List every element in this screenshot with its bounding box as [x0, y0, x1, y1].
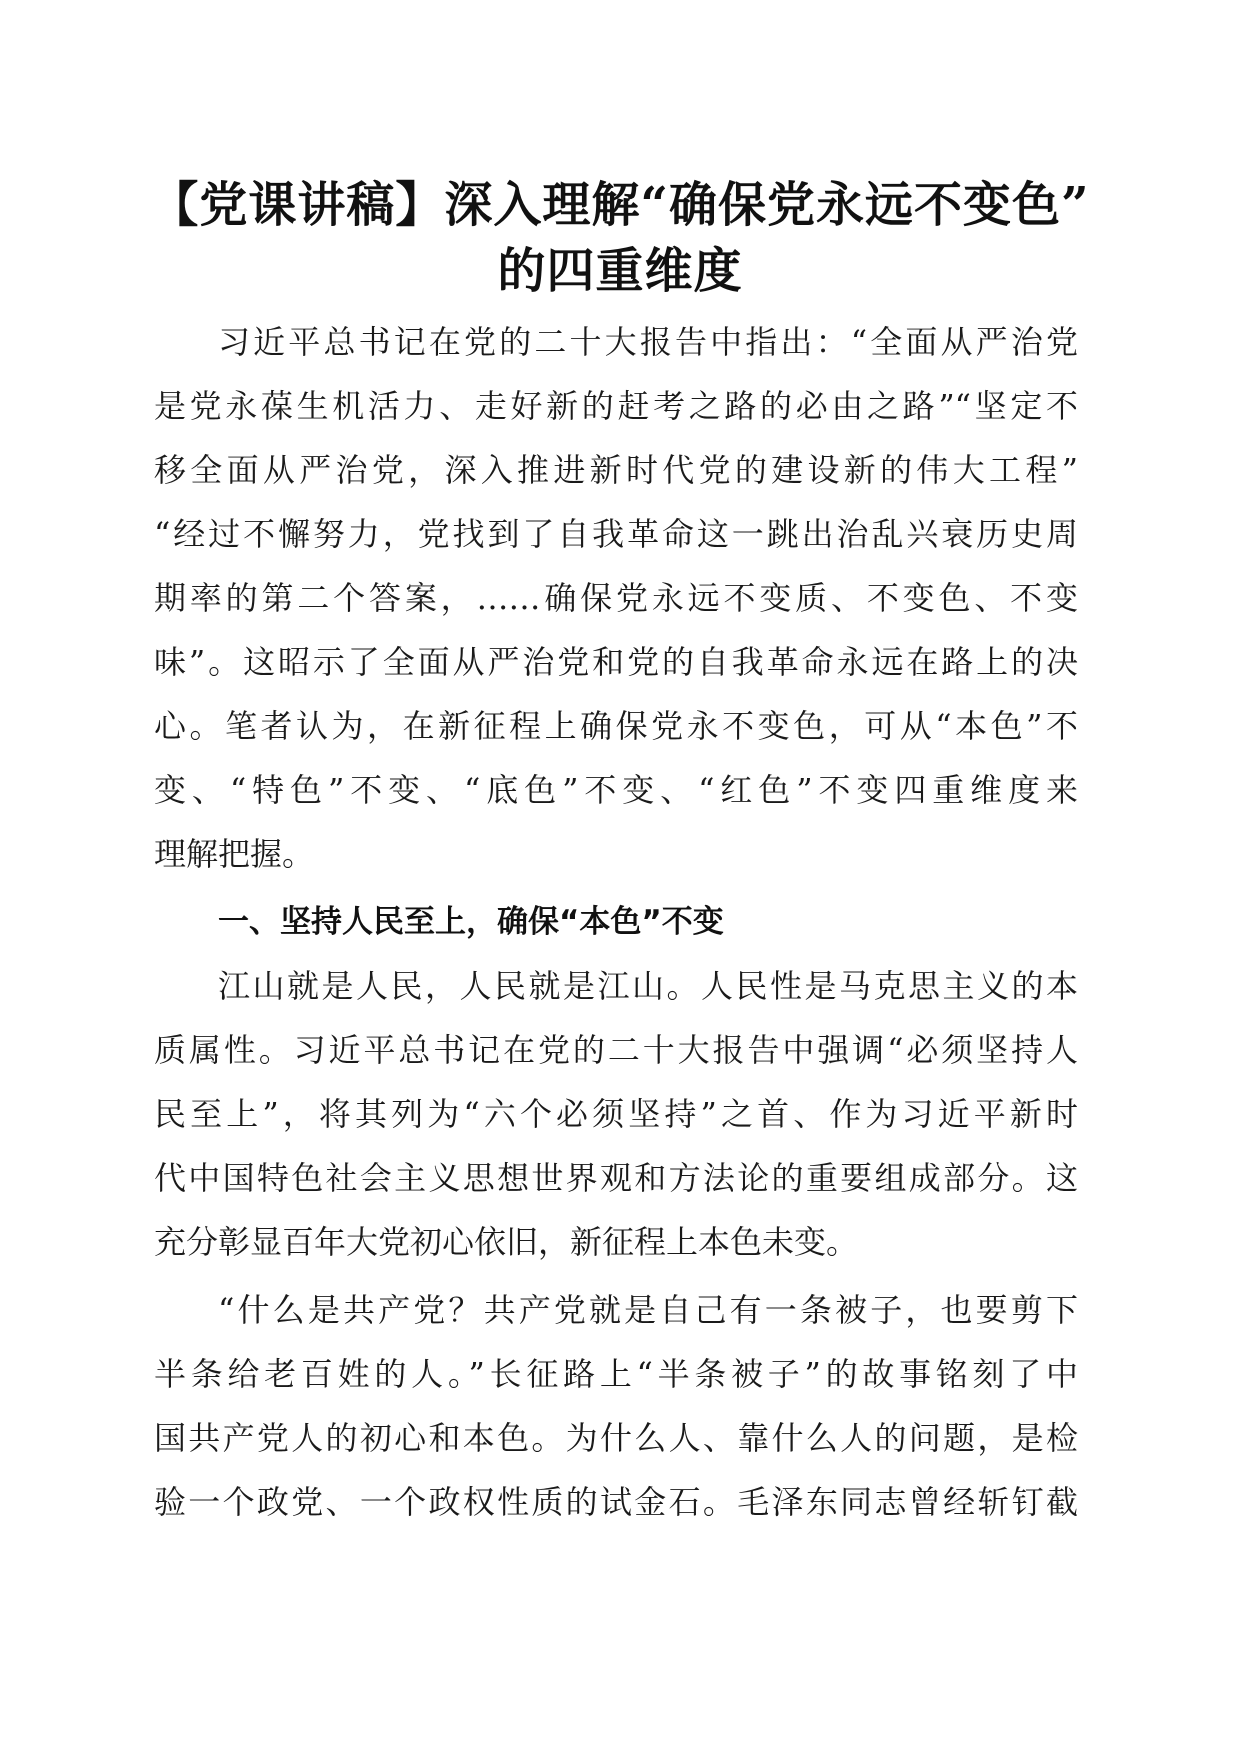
text-line: 充分彰显百年大党初心依旧，新征程上本色未变。: [154, 1223, 859, 1261]
section-heading-1: 一、坚持人民至上，确保“本色”不变: [218, 904, 724, 940]
text-line: 味”。这昭示了全面从严治党和党的自我革命永远在路上的决: [154, 643, 1078, 681]
text-line: 半条给老百姓的人。”长征路上“半条被子”的故事铭刻了中: [154, 1355, 1078, 1393]
text-line: 理解把握。: [154, 835, 315, 873]
paragraph-intro: [154, 310, 1078, 886]
text-line: 是党永葆生机活力、走好新的赶考之路的必由之路”“坚定不: [154, 387, 1078, 425]
text-line: 验一个政党、一个政权性质的试金石。毛泽东同志曾经斩钉截: [154, 1483, 1078, 1521]
text-line: 变、“特色”不变、“底色”不变、“红色”不变四重维度来: [154, 771, 1078, 809]
text-line: 质属性。习近平总书记在党的二十大报告中强调“必须坚持人: [154, 1031, 1078, 1069]
text-line: 习近平总书记在党的二十大报告中指出：“全面从严治党: [218, 323, 1078, 361]
text-line: 移全面从严治党，深入推进新时代党的建设新的伟大工程”: [154, 451, 1078, 489]
text-line: 心。笔者认为，在新征程上确保党永不变色，可从“本色”不: [154, 707, 1078, 745]
document-title-line-1: 【党课讲稿】深入理解“确保党永远不变色”: [150, 177, 1090, 233]
text-line: “经过不懈努力，党找到了自我革命这一跳出治乱兴衰历史周: [154, 515, 1078, 553]
text-line: 江山就是人民，人民就是江山。人民性是马克思主义的本: [218, 967, 1078, 1005]
text-line: “什么是共产党？共产党就是自己有一条被子，也要剪下: [218, 1291, 1078, 1329]
text-line: 期率的第二个答案，……确保党永远不变质、不变色、不变: [154, 579, 1078, 617]
text-line: 国共产党人的初心和本色。为什么人、靠什么人的问题，是检: [154, 1419, 1078, 1457]
paragraph-section1-b: [154, 1278, 1078, 1534]
document-title-line-2: 的四重维度: [497, 243, 743, 299]
text-line: 代中国特色社会主义思想世界观和方法论的重要组成部分。这: [154, 1159, 1078, 1197]
paragraph-section1-a: [154, 954, 1078, 1274]
text-line: 民至上”，将其列为“六个必须坚持”之首、作为习近平新时: [154, 1095, 1078, 1133]
